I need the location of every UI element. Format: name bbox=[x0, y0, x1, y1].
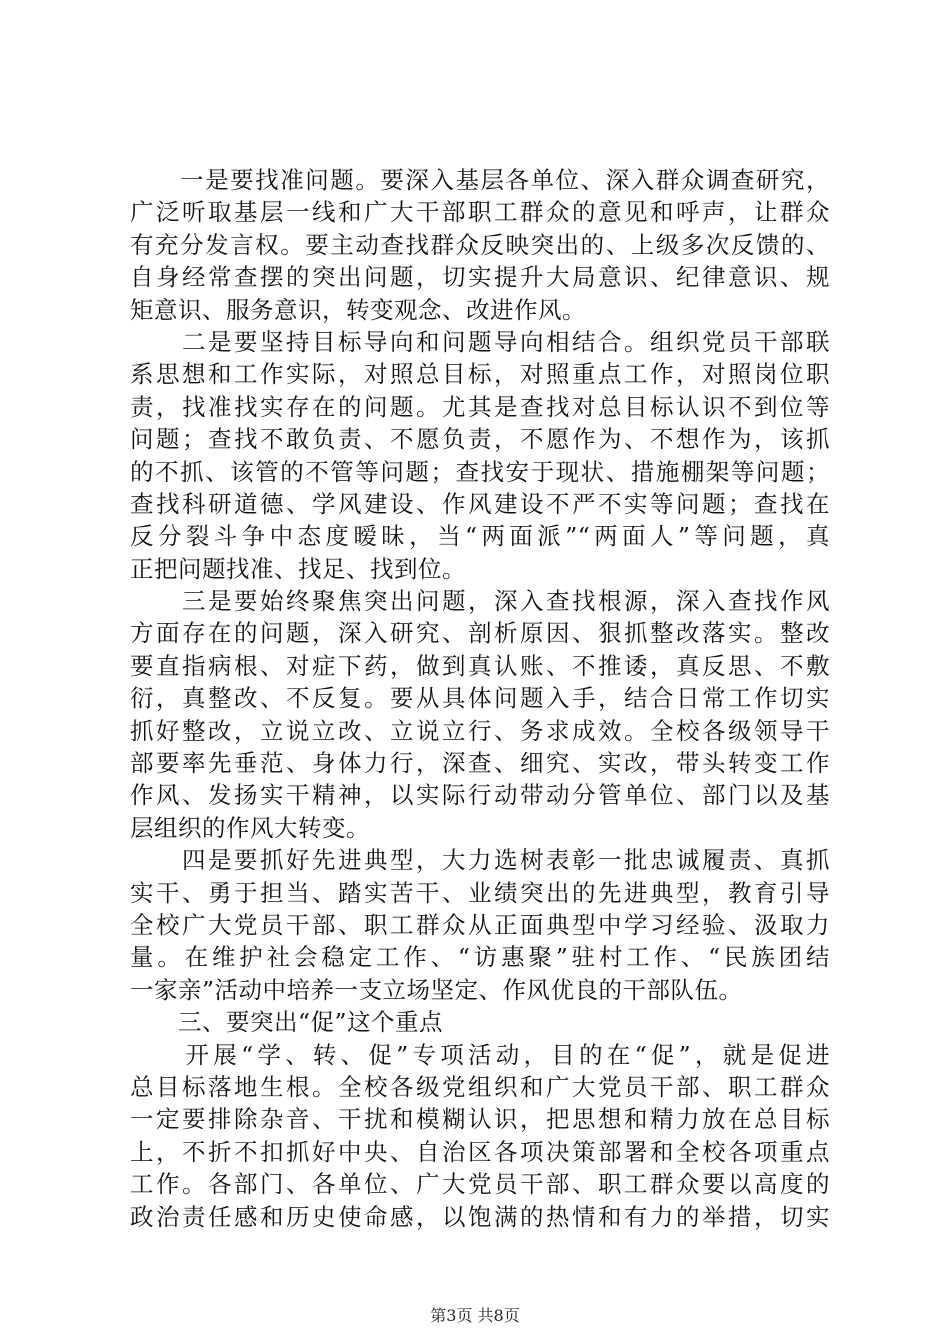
text-line: 作风、发扬实干精神，以实际行动带动分管单位、部门以及基 bbox=[130, 781, 830, 810]
text-line: 系思想和工作实际，对照总目标，对照重点工作，对照岗位职 bbox=[130, 360, 830, 389]
document-body bbox=[130, 164, 830, 1233]
text-line: 查找科研道德、学风建设、作风建设不严不实等问题；查找在 bbox=[130, 489, 830, 518]
text-line: 开展“学、转、促”专项活动，目的在“促”，就是促进 bbox=[130, 1040, 830, 1069]
text-line: 层组织的作风大转变。 bbox=[130, 813, 370, 842]
text-line: 广泛听取基层一线和广大干部职工群众的意见和呼声，让群众 bbox=[130, 198, 830, 227]
text-line: 反分裂斗争中态度暧昧，当“两面派”“两面人”等问题，真 bbox=[130, 522, 830, 551]
text-line: 量。在维护社会稳定工作、“访惠聚”驻村工作、“民族团结 bbox=[130, 943, 830, 972]
text-line: 抓好整改，立说立改、立说立行、务求成效。全校各级领导干 bbox=[130, 716, 830, 745]
text-line: 政治责任感和历史使命感，以饱满的热情和有力的举措，切实 bbox=[130, 1202, 830, 1231]
text-line: 全校广大党员干部、职工群众从正面典型中学习经验、汲取力 bbox=[130, 910, 830, 939]
text-line: 一家亲”活动中培养一支立场坚定、作风优良的干部队伍。 bbox=[130, 975, 743, 1004]
text-line: 方面存在的问题，深入研究、剖析原因、狠抓整改落实。整改 bbox=[130, 619, 830, 648]
text-line: 部要率先垂范、身体力行，深查、细究、实改，带头转变工作 bbox=[130, 749, 830, 778]
text-line: 二是要坚持目标导向和问题导向相结合。组织党员干部联 bbox=[130, 327, 830, 356]
text-line: 有充分发言权。要主动查找群众反映突出的、上级多次反馈的、 bbox=[130, 230, 830, 259]
text-line: 三、要突出“促”这个重点 bbox=[130, 1008, 444, 1037]
text-line: 四是要抓好先进典型，大力选树表彰一批忠诚履责、真抓 bbox=[130, 846, 830, 875]
text-line: 正把问题找准、找足、找到位。 bbox=[130, 554, 466, 583]
text-line: 自身经常查摆的突出问题，切实提升大局意识、纪律意识、规 bbox=[130, 263, 830, 292]
text-line: 总目标落地生根。全校各级党组织和广大党员干部、职工群众 bbox=[130, 1072, 830, 1101]
text-line: 工作。各部门、各单位、广大党员干部、职工群众要以高度的 bbox=[130, 1170, 830, 1199]
page-footer: 第3页 共8页 bbox=[430, 1306, 520, 1325]
text-line: 问题；查找不敢负责、不愿负责，不愿作为、不想作为，该抓 bbox=[130, 425, 830, 454]
text-line: 一定要排除杂音、干扰和模糊认识，把思想和精力放在总目标 bbox=[130, 1105, 830, 1134]
text-line: 上，不折不扣抓好中央、自治区各项决策部署和全校各项重点 bbox=[130, 1137, 830, 1166]
text-line: 要直指病根、对症下药，做到真认账、不推诿，真反思、不敷 bbox=[130, 651, 830, 680]
text-line: 的不抓、该管的不管等问题；查找安于现状、措施棚架等问题； bbox=[130, 457, 830, 486]
text-line: 实干、勇于担当、踏实苦干、业绩突出的先进典型，教育引导 bbox=[130, 878, 830, 907]
text-line: 三是要始终聚焦突出问题，深入查找根源，深入查找作风 bbox=[130, 587, 830, 616]
text-line: 衍，真整改、不反复。要从具体问题入手，结合日常工作切实 bbox=[130, 684, 830, 713]
text-line: 一是要找准问题。要深入基层各单位、深入群众调查研究， bbox=[130, 166, 830, 194]
text-line: 矩意识、服务意识，转变观念、改进作风。 bbox=[130, 295, 586, 324]
text-line: 责，找准找实存在的问题。尤其是查找对总目标认识不到位等 bbox=[130, 392, 830, 421]
